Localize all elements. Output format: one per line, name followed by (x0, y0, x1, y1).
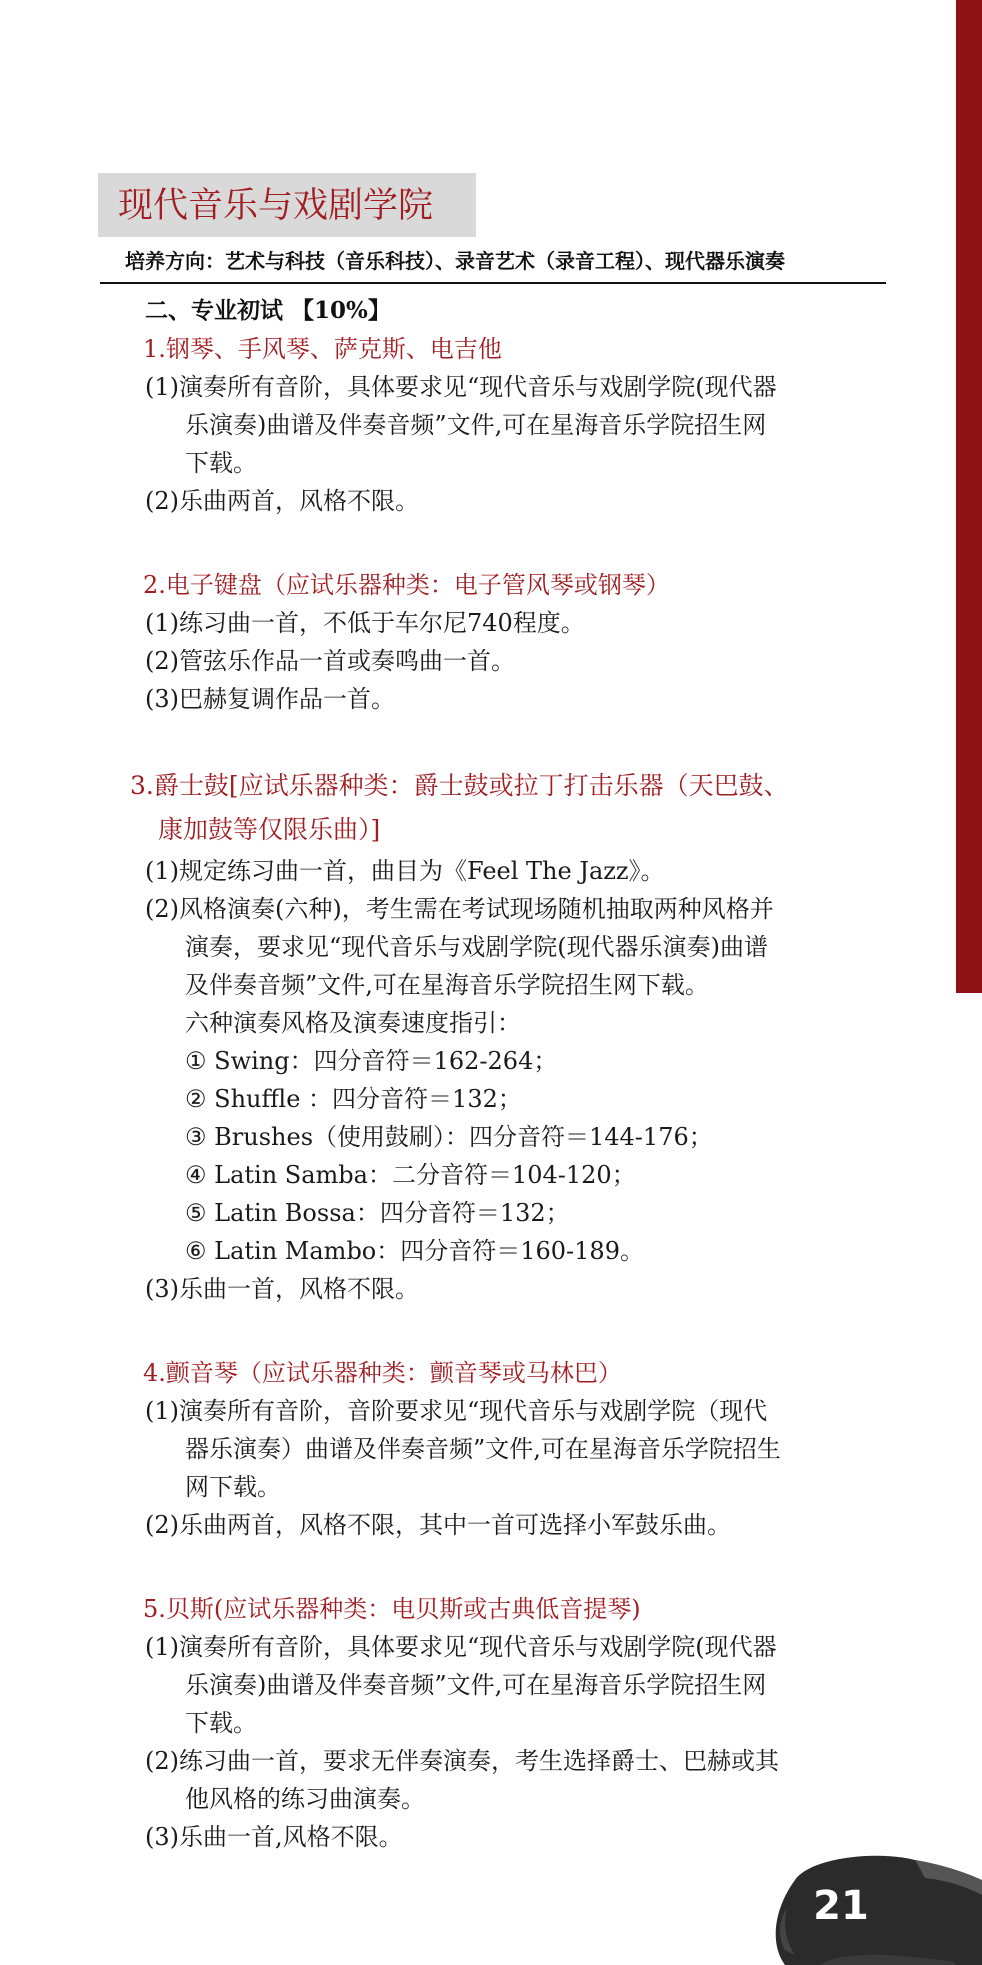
style-item: ⑥ Latin Mambo：四分音符＝160-189。 (185, 1237, 644, 1265)
list-item: (2)乐曲两首，风格不限。 (145, 487, 419, 515)
list-item: (3)巴赫复调作品一首。 (145, 685, 395, 713)
list-item: (2)乐曲两首，风格不限，其中一首可选择小军鼓乐曲。 (145, 1511, 731, 1539)
style-item: ④ Latin Samba：二分音符＝104-120； (185, 1161, 636, 1189)
list-item: 及伴奏音频”文件,可在星海音乐学院招生网下载。 (185, 971, 709, 999)
list-item: 下载。 (185, 1709, 257, 1737)
list-item: (3)乐曲一首，风格不限。 (145, 1275, 419, 1303)
training-direction: 培养方向：艺术与科技（音乐科技）、录音艺术（录音工程）、现代器乐演奏 (125, 249, 785, 273)
list-item: (3)乐曲一首,风格不限。 (145, 1823, 403, 1851)
list-item: (1)演奏所有音阶，具体要求见“现代音乐与戏剧学院(现代器 (145, 1633, 777, 1661)
list-item: 乐演奏)曲谱及伴奏音频”文件,可在星海音乐学院招生网 (185, 1671, 767, 1699)
list-item: (2)练习曲一首，要求无伴奏演奏，考生选择爵士、巴赫或其 (145, 1747, 779, 1775)
group-title-piano: 1.钢琴、手风琴、萨克斯、电吉他 (143, 335, 502, 363)
group-title-bass: 5.贝斯(应试乐器种类：电贝斯或古典低音提琴) (143, 1595, 641, 1623)
list-item: 他风格的练习曲演奏。 (185, 1785, 425, 1813)
list-item: (1)演奏所有音阶，音阶要求见“现代音乐与戏剧学院（现代 (145, 1397, 768, 1425)
list-item: (1)练习曲一首，不低于车尔尼740程度。 (145, 609, 585, 637)
section-heading: 二、专业初试 【10%】 (145, 297, 391, 324)
content-body (0, 292, 900, 1856)
style-item: ⑤ Latin Bossa：四分音符＝132； (185, 1199, 570, 1227)
list-item: (2)风格演奏(六种)，考生需在考试现场随机抽取两种风格并 (145, 895, 774, 923)
group-title-vibraphone: 4.颤音琴（应试乐器种类：颤音琴或马林巴） (143, 1359, 622, 1387)
list-item: 下载。 (185, 449, 257, 477)
list-item: 网下载。 (185, 1473, 281, 1501)
page-title: 现代音乐与戏剧学院 (118, 186, 434, 226)
list-item: (2)管弦乐作品一首或奏鸣曲一首。 (145, 647, 515, 675)
style-item: ① Swing：四分音符＝162-264； (185, 1047, 558, 1075)
style-item: ③ Brushes（使用鼓刷）：四分音符＝144-176； (185, 1123, 713, 1151)
header-divider (100, 282, 886, 284)
list-item: 乐演奏)曲谱及伴奏音频”文件,可在星海音乐学院招生网 (185, 411, 767, 439)
list-item: 器乐演奏）曲谱及伴奏音频”文件,可在星海音乐学院招生 (185, 1435, 781, 1463)
list-item: 六种演奏风格及演奏速度指引： (185, 1009, 521, 1037)
group-title-drums: 3.爵士鼓[应试乐器种类：爵士鼓或拉丁打击乐器（天巴鼓、 (130, 771, 789, 800)
list-item: (1)规定练习曲一首，曲目为《Feel The Jazz》。 (145, 857, 665, 885)
list-item: 演奏，要求见“现代音乐与戏剧学院(现代器乐演奏)曲谱 (185, 933, 768, 961)
page-number: 21 (813, 1883, 869, 1929)
style-item: ② Shuffle ：四分音符＝132； (185, 1085, 522, 1113)
list-item: (1)演奏所有音阶，具体要求见“现代音乐与戏剧学院(现代器 (145, 373, 777, 401)
group-title-drums-cont: 康加鼓等仅限乐曲）] (158, 815, 381, 844)
group-title-keyboard: 2.电子键盘（应试乐器种类：电子管风琴或钢琴） (143, 571, 670, 599)
